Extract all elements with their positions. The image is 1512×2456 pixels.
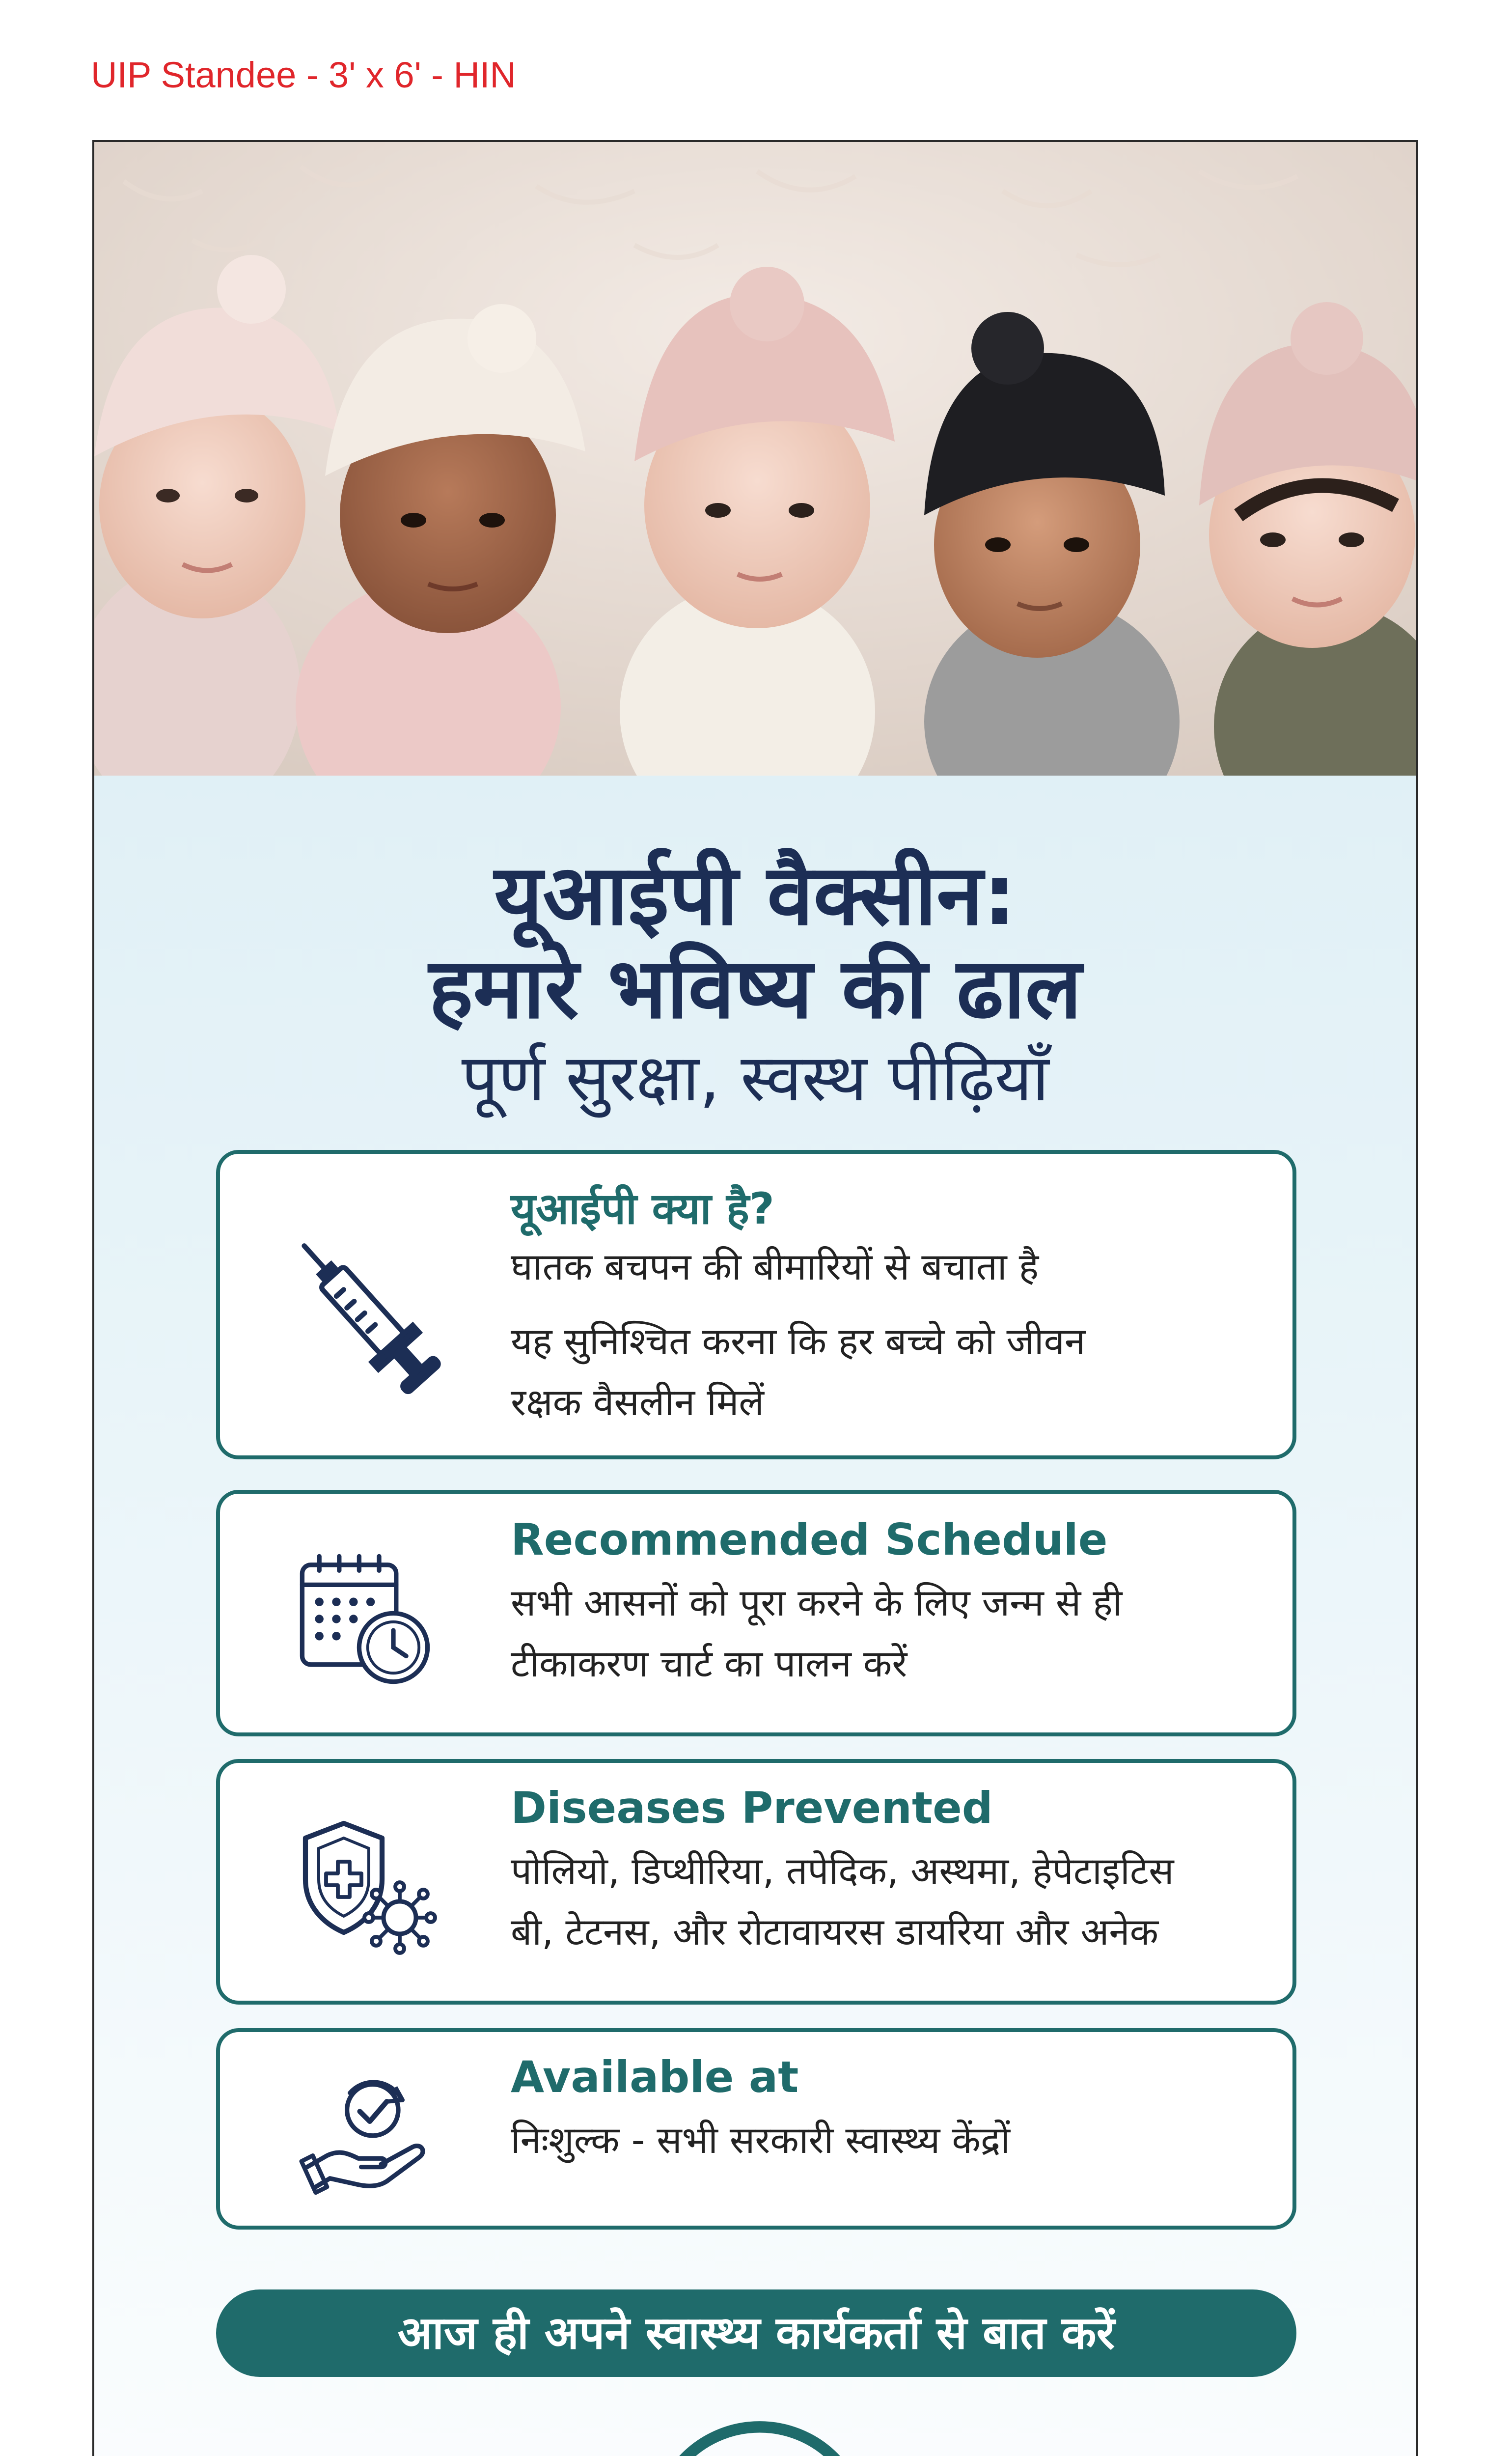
standee-panel bbox=[92, 140, 1418, 2456]
card-what-is-uip bbox=[216, 1150, 1296, 1459]
card-diseases-prevented bbox=[216, 1759, 1296, 2005]
card-title: Diseases Prevented bbox=[511, 1783, 993, 1833]
shield-virus-icon bbox=[294, 1814, 441, 1962]
card-text-line: निःशुल्क - सभी सरकारी स्वास्थ्य केंद्रों bbox=[511, 2118, 1010, 2162]
syringe-icon bbox=[269, 1218, 466, 1414]
card-text-line: घातक बचपन की बीमारियों से बचाता है bbox=[511, 1245, 1039, 1288]
hero-photo bbox=[94, 142, 1416, 776]
card-text-line: पोलियो, डिप्थीरिया, तपेदिक, अस्थमा, हेपेटाइटिस bbox=[511, 1849, 1174, 1893]
five-babies-in-knit-hats-photo-icon bbox=[94, 142, 1416, 776]
card-title: Available at bbox=[511, 2052, 799, 2102]
card-title: यूआईपी क्या है? bbox=[511, 1183, 774, 1234]
card-text-line: बी, टेटनस, और रोटावायरस डायरिया और अनेक bbox=[511, 1910, 1158, 1954]
hand-check-icon bbox=[299, 2062, 441, 2204]
calendar-clock-icon bbox=[294, 1548, 436, 1690]
card-text-line: रक्षक वैसलीन मिलें bbox=[511, 1380, 764, 1424]
cta-banner: आज ही अपने स्वास्थ्य कार्यकर्ता से बात करें bbox=[216, 2289, 1296, 2377]
card-available-at bbox=[216, 2028, 1296, 2230]
card-text-line: सभी आसनों को पूरा करने के लिए जन्म से ही bbox=[511, 1581, 1123, 1624]
card-recommended-schedule bbox=[216, 1490, 1296, 1736]
headline-subtitle: पूर्ण सुरक्षा, स्वस्थ पीढ़ियाँ bbox=[461, 1040, 1049, 1116]
card-title: Recommended Schedule bbox=[511, 1514, 1108, 1565]
headline-line1: यूआईपी वैक्सीन: bbox=[494, 847, 1017, 944]
spec-label: UIP Standee - 3' x 6' - HIN bbox=[91, 55, 516, 95]
headline-line2: हमारे भविष्य की ढाल bbox=[429, 940, 1082, 1037]
card-text-line: यह सुनिश्चित करना कि हर बच्चे को जीवन bbox=[511, 1319, 1086, 1363]
card-text-line: टीकाकरण चार्ट का पालन करें bbox=[511, 1642, 907, 1685]
connectncare-logo-icon bbox=[632, 2404, 887, 2456]
